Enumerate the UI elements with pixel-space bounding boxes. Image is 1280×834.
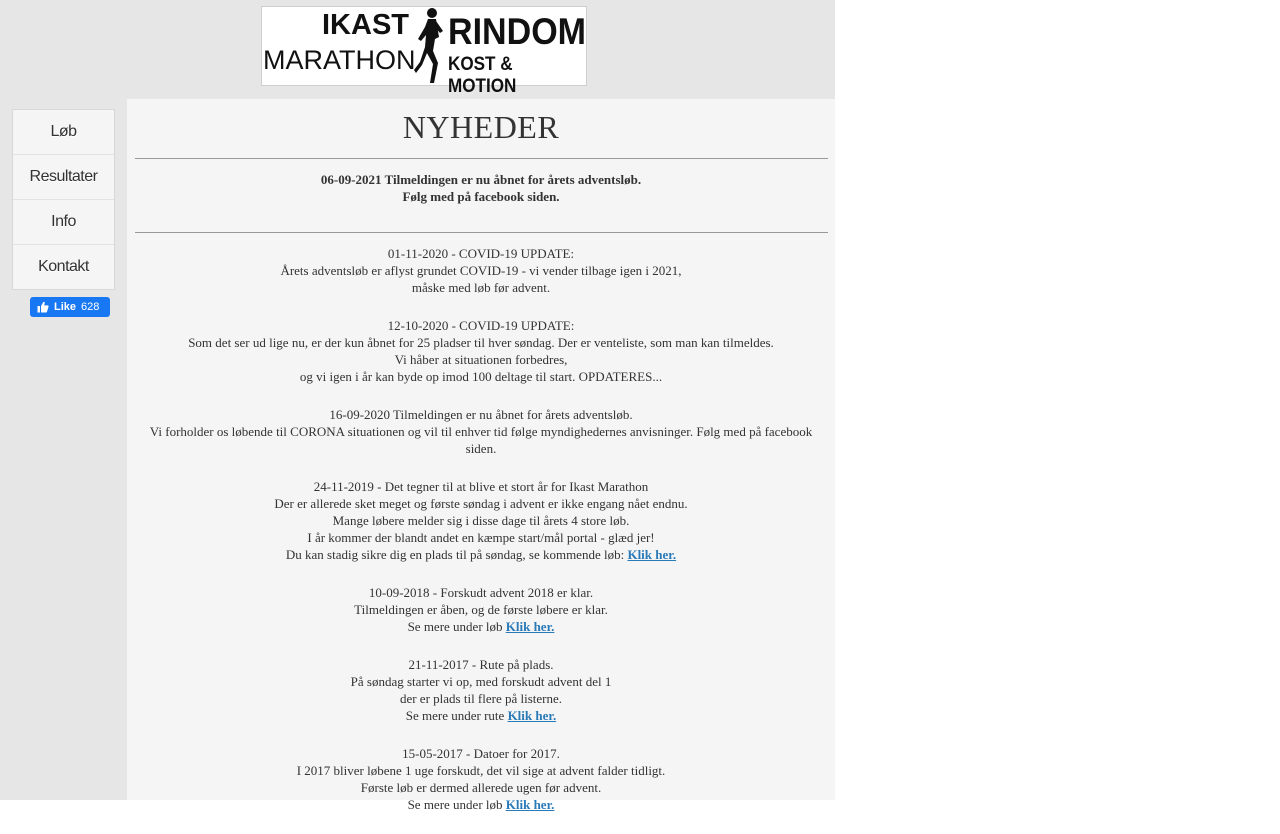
news-line bbox=[147, 707, 815, 724]
news-line: 21-11-2017 - Rute på plads. bbox=[408, 657, 554, 672]
page-title: NYHEDER bbox=[402, 109, 560, 145]
thumbs-up-icon bbox=[37, 301, 49, 313]
news-line: måske med løb før advent. bbox=[411, 280, 551, 295]
news-line bbox=[147, 546, 815, 563]
like-count: 628 bbox=[81, 301, 100, 313]
divider bbox=[135, 232, 828, 233]
news-item bbox=[147, 745, 815, 813]
news-line: Årets adventsløb er aflyst grundet COVID-19 - vi vender tilbage igen i 2021, bbox=[280, 263, 682, 278]
nav-item-resultater[interactable]: Resultater bbox=[13, 155, 114, 200]
news-line: 16-09-2020 Tilmeldingen er nu åbnet for årets adventsløb. bbox=[329, 407, 633, 422]
link-prefix: Du kan stadig sikre dig en plads til på søndag, se kommende løb: bbox=[285, 547, 628, 562]
news-item bbox=[147, 584, 815, 635]
site-logo[interactable] bbox=[261, 6, 587, 97]
link-prefix: Se mere under løb bbox=[407, 619, 506, 634]
highlight-line: 06-09-2021 Tilmeldingen er nu åbnet for årets adventsløb. bbox=[320, 172, 642, 187]
news-line: På søndag starter vi op, med forskudt advent del 1 bbox=[350, 674, 612, 689]
news-list bbox=[147, 245, 815, 834]
logo-ikast-text: IKAST bbox=[322, 9, 409, 41]
like-label: Like bbox=[54, 301, 77, 313]
news-line: Som det ser ud lige nu, er der kun åbnet for 25 pladser til hver søndag. Der er venteliste, som man kan tilmeldes. bbox=[188, 335, 774, 350]
news-line: Vi forholder os løbende til CORONA situationen og vil til enhver tid følge myndighedernes anvisninger. Følg med på facebook siden. bbox=[149, 424, 813, 456]
logo-rindom-text: RINDOM bbox=[448, 11, 587, 52]
klik-her-link[interactable]: Klik her. bbox=[505, 619, 555, 634]
divider bbox=[135, 158, 828, 159]
news-line: 10-09-2018 - Forskudt advent 2018 er klar. bbox=[368, 585, 594, 600]
news-item bbox=[147, 478, 815, 563]
news-line bbox=[147, 796, 815, 813]
klik-her-link[interactable]: Klik her. bbox=[507, 708, 557, 723]
news-line: og vi igen i år kan byde op imod 100 deltage til start. OPDATERES... bbox=[299, 369, 663, 384]
highlight-news bbox=[127, 171, 835, 205]
link-prefix: Se mere under rute bbox=[405, 708, 508, 723]
nav-item-info[interactable]: Info bbox=[13, 200, 114, 245]
logo-kost-text: KOST & MOTION bbox=[448, 54, 517, 97]
runner-icon bbox=[412, 7, 448, 87]
news-line: Tilmeldingen er åben, og de første løbere er klar. bbox=[354, 602, 608, 617]
sidebar-nav bbox=[12, 109, 115, 290]
news-line: 24-11-2019 - Det tegner til at blive et stort år for Ikast Marathon bbox=[313, 479, 649, 494]
news-line: I 2017 bliver løbene 1 uge forskudt, det vil sige at advent falder tidligt. bbox=[296, 763, 666, 778]
news-line: 01-11-2020 - COVID-19 UPDATE: bbox=[387, 246, 575, 261]
news-line bbox=[147, 618, 815, 635]
news-line: Der er allerede sket meget og første søndag i advent er ikke engang nået endnu. bbox=[274, 496, 688, 511]
facebook-like-button[interactable] bbox=[30, 297, 110, 317]
klik-her-link[interactable]: Klik her. bbox=[505, 797, 555, 812]
news-line: 15-05-2017 - Datoer for 2017. bbox=[402, 746, 560, 761]
main-content bbox=[127, 99, 835, 812]
news-line: der er plads til flere på listerne. bbox=[399, 691, 563, 706]
nav-item-kontakt[interactable]: Kontakt bbox=[38, 258, 89, 275]
news-item bbox=[147, 317, 815, 385]
news-item bbox=[147, 245, 815, 296]
klik-her-link[interactable]: Klik her. bbox=[627, 547, 677, 562]
news-line: Mange løbere melder sig i disse dage til årets 4 store løb. bbox=[332, 513, 630, 528]
highlight-line: Følg med på facebook siden. bbox=[402, 189, 560, 204]
news-item bbox=[147, 406, 815, 457]
news-line: 12-10-2020 - COVID-19 UPDATE: bbox=[387, 318, 575, 333]
nav-item-lob[interactable]: Løb bbox=[13, 110, 114, 155]
news-line: I år kommer der blandt andet en kæmpe start/mål portal - glæd jer! bbox=[307, 530, 655, 545]
news-item bbox=[147, 656, 815, 724]
news-line: Vi håber at situationen forbedres, bbox=[394, 352, 568, 367]
link-prefix: Se mere under løb bbox=[407, 797, 506, 812]
logo-marathon-text: MARATHON bbox=[263, 45, 416, 75]
news-line: Første løb er dermed allerede ugen før advent. bbox=[360, 780, 602, 795]
